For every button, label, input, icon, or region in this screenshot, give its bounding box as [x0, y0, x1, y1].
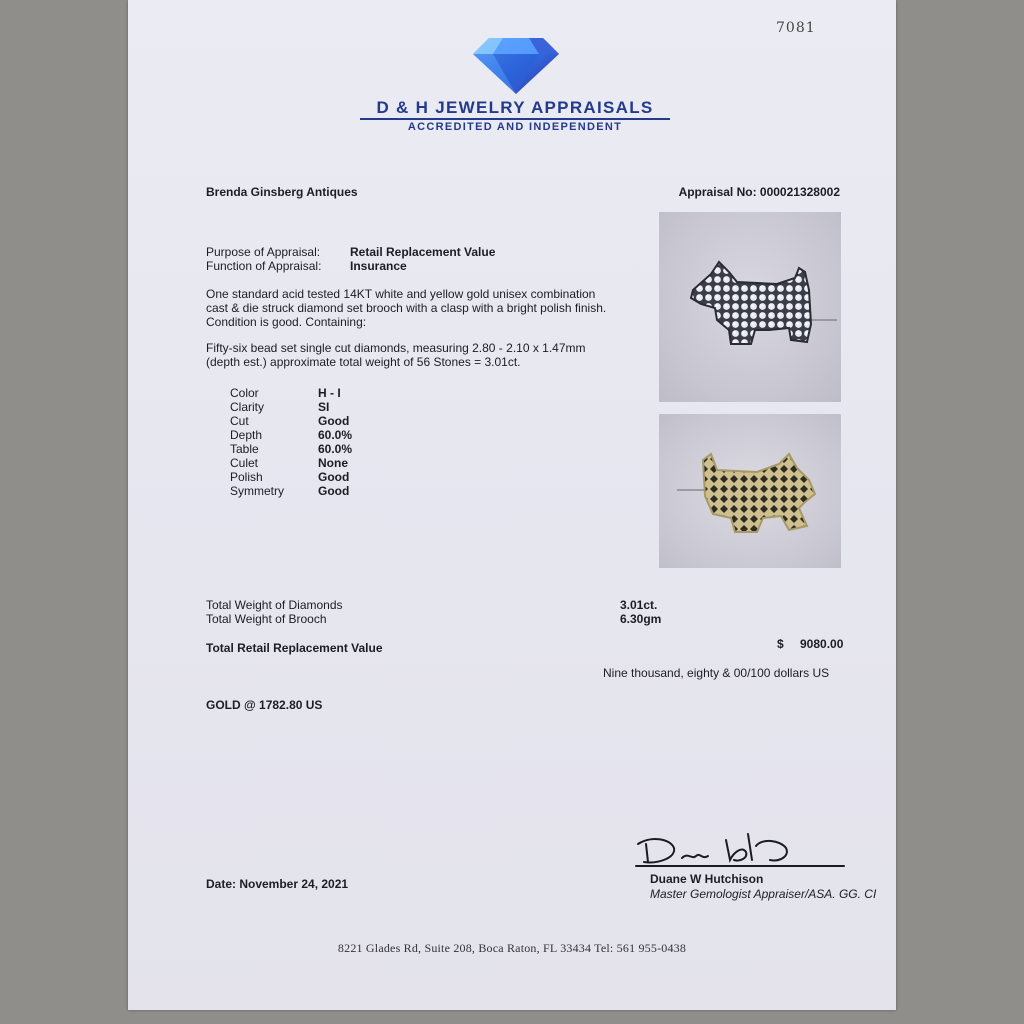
- grade-value: 60.0%: [318, 442, 353, 456]
- stones-line: Fifty-six bead set single cut diamonds, measuring 2.80 - 2.10 x 1.47mm: [206, 341, 586, 355]
- grade-value: 60.0%: [318, 428, 353, 442]
- grade-value: Good: [318, 414, 350, 428]
- brooch-photo-back: [659, 414, 841, 568]
- appraisal-document: [128, 0, 896, 1010]
- total-value-amount: 9080.00: [800, 637, 844, 651]
- grade-label: Color: [230, 386, 259, 400]
- grade-value: H - I: [318, 386, 341, 400]
- grade-value: Good: [318, 470, 350, 484]
- grade-label: Depth: [230, 428, 263, 442]
- function-value: Insurance: [350, 259, 407, 273]
- purpose-value: Retail Replacement Value: [350, 245, 496, 259]
- diamond-icon: [471, 36, 561, 96]
- brooch-weight-value: 6.30gm: [620, 612, 662, 626]
- grade-label: Symmetry: [230, 484, 284, 498]
- description-line: Condition is good. Containing:: [206, 315, 367, 329]
- grade-label: Culet: [230, 456, 259, 470]
- item-description: [206, 287, 636, 329]
- scottie-dog-brooch-front-image: [659, 212, 841, 402]
- grade-value: SI: [318, 400, 330, 414]
- company-name: D & H JEWELRY APPRAISALS: [376, 98, 654, 117]
- footer-address: 8221 Glades Rd, Suite 208, Boca Raton, FL 33434 Tel: 561 955-0438: [337, 941, 687, 955]
- total-diamond-weight-label: Total Weight of Diamonds: [206, 598, 343, 612]
- grade-label: Table: [230, 442, 259, 456]
- grade-value: None: [318, 456, 348, 470]
- header-rule: [360, 118, 670, 120]
- total-diamond-weight-value: 3.01ct.: [620, 598, 658, 612]
- grade-label: Cut: [230, 414, 249, 428]
- total-value-in-words: Nine thousand, eighty & 00/100 dollars US: [603, 666, 830, 680]
- function-label: Function of Appraisal:: [206, 259, 322, 273]
- handwritten-note: 7081: [776, 20, 816, 36]
- gold-price: GOLD @ 1782.80 US: [206, 698, 323, 712]
- client-name: Brenda Ginsberg Antiques: [206, 185, 358, 199]
- description-line: One standard acid tested 14KT white and yellow gold unisex combination: [206, 287, 596, 301]
- company-tagline: ACCREDITED AND INDEPENDENT: [407, 121, 623, 133]
- signer-title: Master Gemologist Appraiser/ASA. GG. CI: [650, 887, 877, 901]
- total-value-currency: $: [777, 637, 784, 651]
- appraisal-date: Date: November 24, 2021: [206, 877, 349, 891]
- description-line: cast & die struck diamond set brooch with a clasp with a bright polish finish.: [206, 301, 607, 315]
- signer-name: Duane W Hutchison: [650, 872, 764, 886]
- total-value-label: Total Retail Replacement Value: [206, 641, 383, 655]
- brooch-weight-label: Total Weight of Brooch: [206, 612, 327, 626]
- purpose-label: Purpose of Appraisal:: [206, 245, 321, 259]
- stones-description: [206, 341, 636, 369]
- brooch-photo-front: [659, 212, 841, 402]
- scottie-dog-brooch-back-image: [659, 414, 841, 568]
- grade-value: Good: [318, 484, 350, 498]
- grade-label: Polish: [230, 470, 263, 484]
- stones-line: (depth est.) approximate total weight of 56 Stones = 3.01ct.: [206, 355, 521, 369]
- signature-image: [630, 822, 855, 872]
- grade-label: Clarity: [230, 400, 265, 414]
- appraisal-number: Appraisal No: 000021328002: [678, 185, 840, 199]
